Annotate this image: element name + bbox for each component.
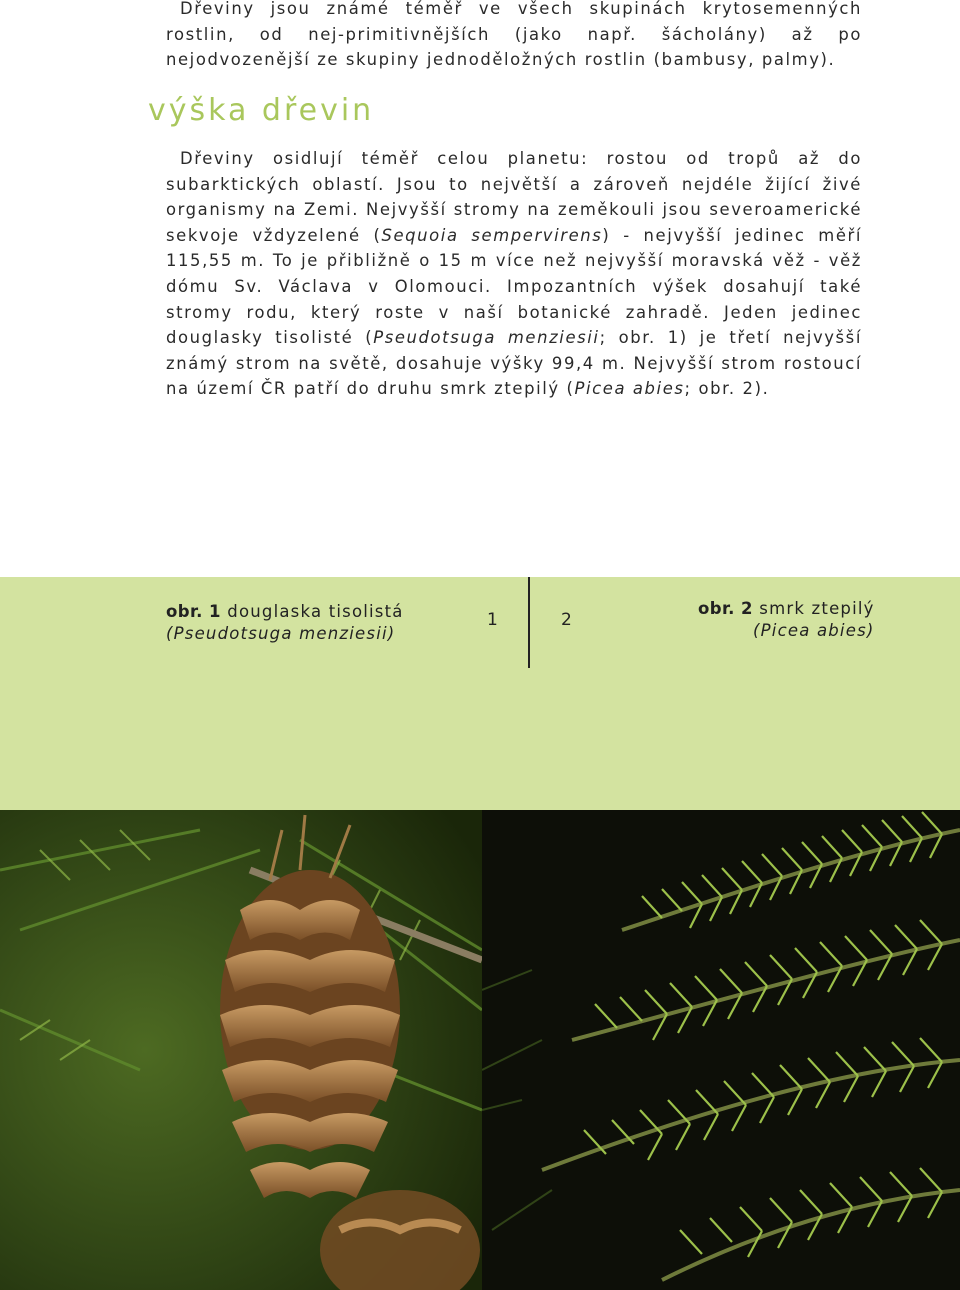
- caption-band: [0, 577, 960, 810]
- figure1-name: douglaska tisolistá: [227, 602, 404, 621]
- species-pseudotsuga: Pseudotsuga menziesii: [373, 328, 600, 348]
- figure2-latin: (Picea abies): [753, 621, 875, 640]
- body-text-part1: Dřeviny osidlují téměř celou planetu: rostou od tropů až do subarktických oblastí. Jsou to největší a zároveň nejdéle žijící živé organismy na Zemi. Nejvyšší stromy na zeměkouli jsou severoamerické sekvoje vždyzelené (: [166, 149, 862, 245]
- body-text-part4: ; obr. 2).: [684, 379, 770, 399]
- figure2-name: smrk ztepilý: [759, 599, 875, 618]
- body-paragraph: [166, 146, 862, 402]
- figure2-label: obr. 2: [698, 599, 753, 618]
- spruce-branch-image: [482, 810, 960, 1290]
- caption-divider: [528, 577, 530, 668]
- figure1-latin: (Pseudotsuga menziesii): [166, 624, 396, 643]
- species-sequoia: Sequoia sempervirens: [381, 225, 603, 245]
- body-text-part3: ; obr. 1) je třetí nejvyšší známý strom na světě, dosahuje výšky 99,4 m. Nejvyšší strom rostoucí na území ČR patří do druhu smrk ztepilý (: [166, 328, 862, 399]
- figure1-number: 1: [487, 610, 498, 630]
- figure1-caption: [166, 601, 404, 645]
- species-picea: Picea abies: [574, 379, 685, 399]
- douglas-fir-cone-image: [0, 810, 482, 1290]
- spruce-branch-photo: [482, 810, 960, 1290]
- body-text: [166, 146, 862, 402]
- figure1-label: obr. 1: [166, 602, 221, 621]
- intro-paragraph: [166, 0, 862, 73]
- section-heading: výška dřevin: [148, 93, 375, 128]
- figure2-number: 2: [561, 610, 572, 630]
- douglas-fir-cone-photo: [0, 810, 482, 1290]
- body-text-part2: ) - nejvyšší jedinec měří 115,55 m. To je přibližně o 15 m více než nejvyšší moravská věž - věž dómu Sv. Václava v Olomouci. Impozantních výšek dosahují také stromy rodu, který roste v naší botanické zahradě. Jeden jedinec douglasky tisolisté (: [166, 225, 862, 348]
- intro-text: Dřeviny jsou známé téměř ve všech skupinách krytosemenných rostlin, od nej-primitivnějších (jako např. šácholány) až po nejodvozenější ze skupiny jednoděložných rostlin (bambusy, palmy).: [166, 0, 862, 70]
- figure2-caption: [698, 598, 875, 642]
